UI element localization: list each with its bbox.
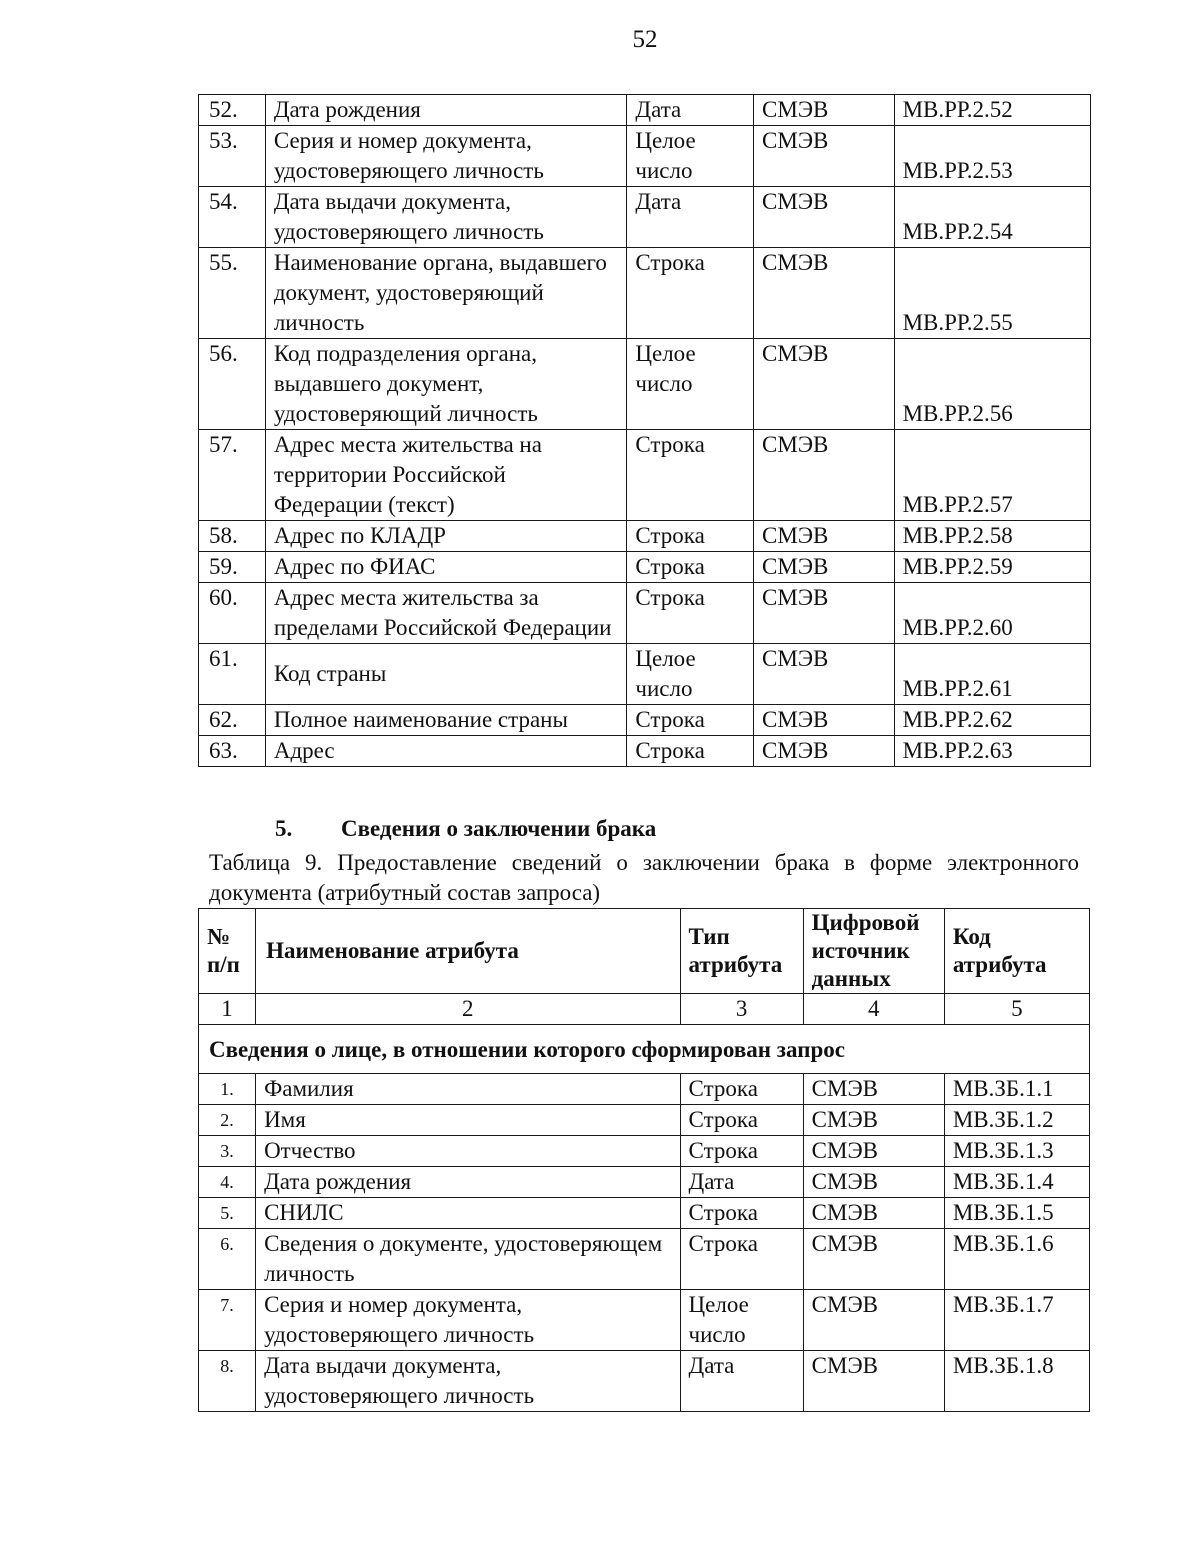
attribute-type: Строка — [680, 1136, 803, 1167]
table-row — [199, 1290, 1090, 1351]
attribute-type: Строка — [627, 705, 754, 736]
data-source: СМЭВ — [754, 248, 895, 339]
header-data-source: Цифровой источник данных — [803, 909, 944, 994]
attribute-name: Адрес по КЛАДР — [265, 521, 627, 552]
data-source: СМЭВ — [803, 1136, 944, 1167]
row-number: 5. — [199, 1198, 256, 1229]
table-header-row — [199, 909, 1090, 994]
attribute-name: Дата выдачи документа, удостоверяющего личность — [256, 1351, 680, 1412]
attribute-name: Имя — [256, 1105, 680, 1136]
row-number: 7. — [199, 1290, 256, 1351]
attribute-type: Строка — [627, 736, 754, 767]
section-heading — [275, 816, 656, 842]
attribute-type: Дата — [627, 187, 754, 248]
attribute-code: МВ.ЗБ.1.5 — [944, 1198, 1089, 1229]
attribute-name: Дата рождения — [265, 95, 627, 126]
data-source: СМЭВ — [754, 521, 895, 552]
attribute-code: МВ.ЗБ.1.3 — [944, 1136, 1089, 1167]
data-source: СМЭВ — [803, 1198, 944, 1229]
header-attribute-name: Наименование атрибута — [256, 909, 680, 994]
table-row — [199, 339, 1091, 430]
attribute-name: Отчество — [256, 1136, 680, 1167]
table-row — [199, 705, 1091, 736]
attribute-name: СНИЛС — [256, 1198, 680, 1229]
row-number: 57. — [199, 430, 266, 521]
data-source: СМЭВ — [754, 736, 895, 767]
data-source: СМЭВ — [754, 552, 895, 583]
data-source: СМЭВ — [754, 187, 895, 248]
attribute-code: МВ.РР.2.61 — [894, 644, 1090, 705]
data-source: СМЭВ — [754, 430, 895, 521]
attribute-type: Целое число — [627, 644, 754, 705]
table-row — [199, 552, 1091, 583]
row-number: 59. — [199, 552, 266, 583]
row-number: 58. — [199, 521, 266, 552]
attribute-type: Дата — [680, 1351, 803, 1412]
data-source: СМЭВ — [754, 126, 895, 187]
attribute-type: Целое число — [627, 126, 754, 187]
column-numbers-row — [199, 994, 1090, 1025]
row-number: 6. — [199, 1229, 256, 1290]
attribute-name: Адрес по ФИАС — [265, 552, 627, 583]
attribute-code: МВ.ЗБ.1.8 — [944, 1351, 1089, 1412]
attribute-name: Серия и номер документа, удостоверяющего личность — [265, 126, 627, 187]
row-number: 61. — [199, 644, 266, 705]
row-number: 3. — [199, 1136, 256, 1167]
data-source: СМЭВ — [754, 95, 895, 126]
row-number: 1. — [199, 1074, 256, 1105]
data-source: СМЭВ — [803, 1290, 944, 1351]
row-number: 8. — [199, 1351, 256, 1412]
attribute-type: Строка — [627, 248, 754, 339]
attribute-code: МВ.РР.2.55 — [894, 248, 1090, 339]
attribute-code: МВ.РР.2.59 — [894, 552, 1090, 583]
row-number: 62. — [199, 705, 266, 736]
attribute-code: МВ.РР.2.57 — [894, 430, 1090, 521]
attribute-name: Дата выдачи документа, удостоверяющего личность — [265, 187, 627, 248]
attribute-name: Наименование органа, выдавшего документ, удостоверяющий личность — [265, 248, 627, 339]
attribute-code: МВ.РР.2.58 — [894, 521, 1090, 552]
column-number: 2 — [256, 994, 680, 1025]
data-source: СМЭВ — [754, 339, 895, 430]
attribute-code: МВ.ЗБ.1.2 — [944, 1105, 1089, 1136]
data-source: СМЭВ — [754, 583, 895, 644]
header-attribute-type: Тип атрибута — [680, 909, 803, 994]
table-row — [199, 430, 1091, 521]
row-number: 53. — [199, 126, 266, 187]
data-source: СМЭВ — [803, 1167, 944, 1198]
attribute-name: Адрес места жительства за пределами Российской Федерации — [265, 583, 627, 644]
attribute-type: Дата — [680, 1167, 803, 1198]
attribute-type: Строка — [680, 1198, 803, 1229]
attribute-name: Адрес места жительства на территории Российской Федерации (текст) — [265, 430, 627, 521]
attribute-code: МВ.ЗБ.1.1 — [944, 1074, 1089, 1105]
section-title: Сведения о заключении брака — [341, 816, 657, 841]
row-number: 55. — [199, 248, 266, 339]
table-row — [199, 248, 1091, 339]
table-row — [199, 1074, 1090, 1105]
table-row — [199, 1136, 1090, 1167]
data-source: СМЭВ — [803, 1105, 944, 1136]
attribute-type: Целое число — [680, 1290, 803, 1351]
table-row — [199, 95, 1091, 126]
attributes-table-continued — [198, 94, 1091, 767]
attribute-type: Строка — [627, 583, 754, 644]
attribute-code: МВ.ЗБ.1.6 — [944, 1229, 1089, 1290]
attribute-type: Строка — [627, 521, 754, 552]
table-caption: Таблица 9. Предоставление сведений о заключении брака в форме электронного документа (атрибутный состав запроса) — [209, 850, 1079, 905]
attribute-code: МВ.РР.2.62 — [894, 705, 1090, 736]
attribute-name: Дата рождения — [256, 1167, 680, 1198]
row-number: 52. — [199, 95, 266, 126]
attribute-name: Адрес — [265, 736, 627, 767]
table-row — [199, 644, 1091, 705]
attribute-type: Дата — [627, 95, 754, 126]
table-row — [199, 1229, 1090, 1290]
column-number: 5 — [944, 994, 1089, 1025]
row-number: 56. — [199, 339, 266, 430]
attribute-code: МВ.РР.2.52 — [894, 95, 1090, 126]
attribute-name: Сведения о документе, удостоверяющем личность — [256, 1229, 680, 1290]
attribute-name: Фамилия — [256, 1074, 680, 1105]
attribute-name: Код подразделения органа, выдавшего документ, удостоверяющий личность — [265, 339, 627, 430]
table-row — [199, 1198, 1090, 1229]
table-section-row — [199, 1025, 1090, 1074]
row-number: 54. — [199, 187, 266, 248]
table-row — [199, 1105, 1090, 1136]
data-source: СМЭВ — [754, 705, 895, 736]
table-row — [199, 126, 1091, 187]
header-number: № п/п — [199, 909, 256, 994]
attribute-code: МВ.РР.2.63 — [894, 736, 1090, 767]
table-row — [199, 736, 1091, 767]
table-row — [199, 1351, 1090, 1412]
column-number: 3 — [680, 994, 803, 1025]
attribute-code: МВ.ЗБ.1.4 — [944, 1167, 1089, 1198]
attribute-type: Строка — [680, 1074, 803, 1105]
column-number: 4 — [803, 994, 944, 1025]
attribute-type: Строка — [680, 1105, 803, 1136]
attribute-name: Полное наименование страны — [265, 705, 627, 736]
attribute-type: Целое число — [627, 339, 754, 430]
attribute-code: МВ.РР.2.53 — [894, 126, 1090, 187]
data-source: СМЭВ — [754, 644, 895, 705]
attribute-name: Код страны — [265, 644, 627, 705]
table-section-title: Сведения о лице, в отношении которого сформирован запрос — [199, 1025, 1090, 1074]
attribute-code: МВ.РР.2.60 — [894, 583, 1090, 644]
table-row — [199, 583, 1091, 644]
row-number: 60. — [199, 583, 266, 644]
attribute-type: Строка — [627, 430, 754, 521]
data-source: СМЭВ — [803, 1074, 944, 1105]
attribute-type: Строка — [680, 1229, 803, 1290]
data-source: СМЭВ — [803, 1351, 944, 1412]
attribute-type: Строка — [627, 552, 754, 583]
row-number: 2. — [199, 1105, 256, 1136]
table-row — [199, 521, 1091, 552]
column-number: 1 — [199, 994, 256, 1025]
header-attribute-code: Код атрибута — [944, 909, 1089, 994]
attribute-code: МВ.РР.2.54 — [894, 187, 1090, 248]
table-row — [199, 1167, 1090, 1198]
row-number: 4. — [199, 1167, 256, 1198]
section-number: 5. — [275, 816, 293, 841]
data-source: СМЭВ — [803, 1229, 944, 1290]
attribute-code: МВ.ЗБ.1.7 — [944, 1290, 1089, 1351]
row-number: 63. — [199, 736, 266, 767]
attribute-code: МВ.РР.2.56 — [894, 339, 1090, 430]
page-number: 52 — [632, 26, 658, 53]
attribute-name: Серия и номер документа, удостоверяющего личность — [256, 1290, 680, 1351]
table-row — [199, 187, 1091, 248]
marriage-attributes-table — [198, 908, 1090, 1412]
